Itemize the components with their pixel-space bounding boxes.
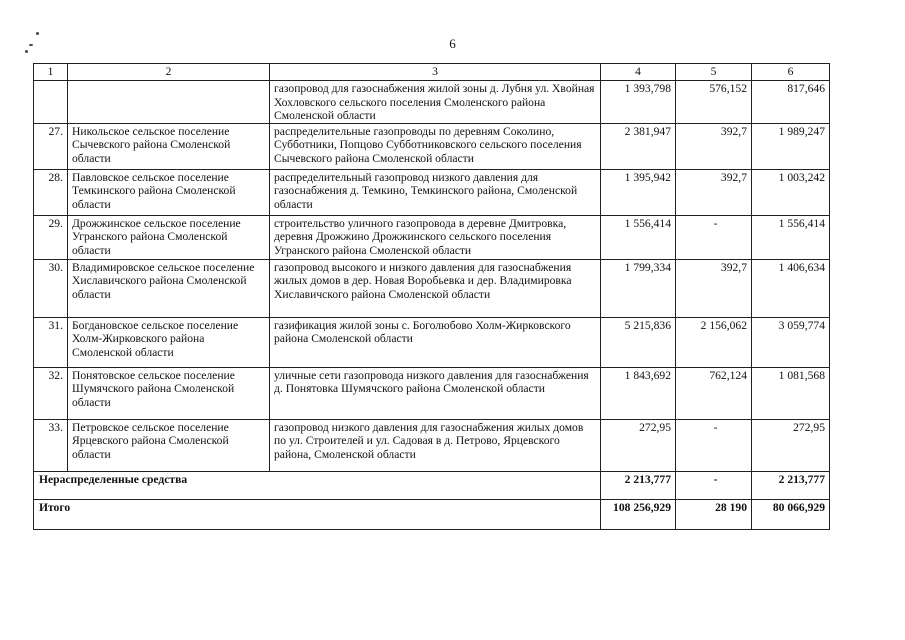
total-amount: 1 556,414	[601, 215, 676, 259]
column-6-amount: 1 081,568	[752, 367, 830, 419]
column-6-amount: 272,95	[752, 419, 830, 471]
header-cell: 6	[752, 64, 830, 81]
total-amount: 1 799,334	[601, 259, 676, 317]
total-amount: 272,95	[601, 419, 676, 471]
object-description: распределительные газопроводы по деревням Соколино, Субботники, Попцово Субботниковского сельского поселения Сычевского района Смоленской области	[270, 123, 601, 169]
settlement-name: Петровское сельское поселение Ярцевского района Смоленской области	[68, 419, 270, 471]
settlement-name: Павловское сельское поселение Темкинского района Смоленской области	[68, 169, 270, 215]
column-6-amount: 1 989,247	[752, 123, 830, 169]
total-amount: 1 843,692	[601, 367, 676, 419]
row-number: 32.	[34, 367, 68, 419]
header-cell: 1	[34, 64, 68, 81]
settlement-name	[68, 81, 270, 124]
page-number: 6	[449, 36, 456, 51]
table-row	[34, 419, 830, 471]
settlement-name: Никольское сельское поселение Сычевского района Смоленской области	[68, 123, 270, 169]
column-6-amount: 1 556,414	[752, 215, 830, 259]
column-5-amount: 392,7	[676, 123, 752, 169]
header-cell: 2	[68, 64, 270, 81]
row-number: 28.	[34, 169, 68, 215]
grand-total-col5: 28 190	[676, 499, 752, 529]
row-number: 33.	[34, 419, 68, 471]
unallocated-row	[34, 471, 830, 499]
column-5-amount: 576,152	[676, 81, 752, 124]
table-row	[34, 169, 830, 215]
total-amount: 2 381,947	[601, 123, 676, 169]
grand-total-col6: 80 066,929	[752, 499, 830, 529]
total-amount: 1 395,942	[601, 169, 676, 215]
object-description: газопровод для газоснабжения жилой зоны д. Лубня ул. Хвойная Хохловского сельского поселения Смоленского района Смоленской области	[270, 81, 601, 124]
total-amount: 1 393,798	[601, 81, 676, 124]
unallocated-col5: -	[676, 471, 752, 499]
header-cell: 4	[601, 64, 676, 81]
total-amount: 5 215,836	[601, 317, 676, 367]
unallocated-col6: 2 213,777	[752, 471, 830, 499]
object-description: уличные сети газопровода низкого давления для газоснабжения д. Понятовка Шумячского района Смоленской области	[270, 367, 601, 419]
column-6-amount: 3 059,774	[752, 317, 830, 367]
column-5-amount: 392,7	[676, 169, 752, 215]
row-number: 31.	[34, 317, 68, 367]
object-description: строительство уличного газопровода в деревне Дмитровка, деревня Дрожжино Дрожжинского сельского поселения Угранского района Смоленской области	[270, 215, 601, 259]
table-row	[34, 259, 830, 317]
table-row	[34, 215, 830, 259]
scan-speck	[29, 44, 33, 46]
grand-total-label: Итого	[34, 499, 601, 529]
column-5-amount: 2 156,062	[676, 317, 752, 367]
object-description: газопровод низкого давления для газоснабжения жилых домов по ул. Строителей и ул. Садовая в д. Петрово, Ярцевского района, Смоленской области	[270, 419, 601, 471]
table-row	[34, 81, 830, 124]
column-6-amount: 1 406,634	[752, 259, 830, 317]
table-row	[34, 123, 830, 169]
column-6-amount: 1 003,242	[752, 169, 830, 215]
settlement-name: Понятовское сельское поселение Шумячского района Смоленской области	[68, 367, 270, 419]
unallocated-total: 2 213,777	[601, 471, 676, 499]
header-cell: 3	[270, 64, 601, 81]
column-6-amount: 817,646	[752, 81, 830, 124]
column-5-amount: -	[676, 215, 752, 259]
object-description: распределительный газопровод низкого давления для газоснабжения д. Темкино, Темкинского района, Смоленской области	[270, 169, 601, 215]
column-5-amount: 762,124	[676, 367, 752, 419]
settlement-name: Дрожжинское сельское поселение Угранского района Смоленской области	[68, 215, 270, 259]
settlement-name: Богдановское сельское поселение Холм-Жирковского района Смоленской области	[68, 317, 270, 367]
object-description: газопровод высокого и низкого давления для газоснабжения жилых домов в дер. Новая Воробьевка и дер. Владимировка Хиславичского района Смоленской области	[270, 259, 601, 317]
row-number	[34, 81, 68, 124]
scan-speck	[25, 50, 28, 53]
unallocated-label: Нераспределенные средства	[34, 471, 601, 499]
column-5-amount: -	[676, 419, 752, 471]
header-cell: 5	[676, 64, 752, 81]
table-row	[34, 367, 830, 419]
settlement-name: Владимировское сельское поселение Хиславичского района Смоленской области	[68, 259, 270, 317]
grand-total-row	[34, 499, 830, 529]
grand-total-amount: 108 256,929	[601, 499, 676, 529]
column-5-amount: 392,7	[676, 259, 752, 317]
object-description: газификация жилой зоны с. Боголюбово Холм-Жирковского района Смоленской области	[270, 317, 601, 367]
row-number: 30.	[34, 259, 68, 317]
column-number-header	[34, 64, 830, 81]
row-number: 29.	[34, 215, 68, 259]
allocation-table	[33, 63, 830, 530]
scan-speck	[36, 32, 39, 35]
table-row	[34, 317, 830, 367]
row-number: 27.	[34, 123, 68, 169]
